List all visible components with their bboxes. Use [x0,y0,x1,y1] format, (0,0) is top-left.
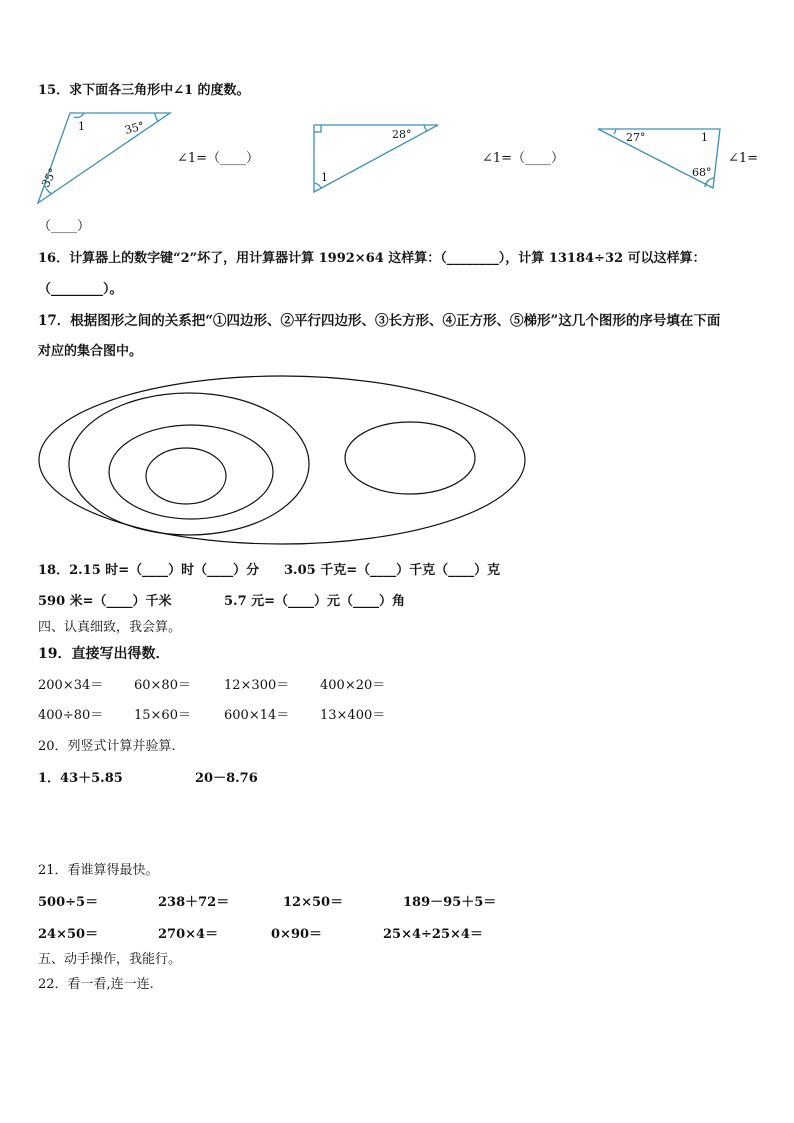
triangle-1 [38,113,170,203]
tri1-answer[interactable]: ∠1=（____） [177,151,260,166]
q15-heading: 15．求下面各三角形中∠1 的度数。 [38,83,250,98]
q21-r1-c4: 189－95＋5＝ [403,895,497,910]
q19-row1 [38,677,438,695]
q19-r2-c2: 15×60＝ [134,708,191,723]
tri1-angle-c: 35° [39,166,60,190]
q19-r2-c3: 600×14＝ [224,708,290,723]
tri3-answer[interactable]: ∠1= [728,151,759,166]
q19-r1-c4: 400×20＝ [320,678,386,693]
q18-line1-a[interactable]: 18．2.15 时=（____）时（____）分 [38,563,260,578]
q19-r2-c1: 400÷80＝ [38,708,104,723]
q16-line2[interactable]: （________）。 [38,282,123,297]
q21-r1-c2: 238＋72＝ [158,895,230,910]
q19-heading: 19．直接写出得数． [38,646,170,662]
q20-item-b: 20－8.76 [195,771,258,786]
q21-r2-c1: 24×50＝ [38,927,99,942]
triangle-2 [314,125,438,192]
q19-r1-c2: 60×80＝ [134,678,191,693]
q19-row2 [38,707,438,725]
section-4-heading: 四、认真细致，我会算。 [38,620,182,635]
set-diagram [39,376,525,544]
q19-r1-c1: 200×34＝ [38,678,104,693]
q22-heading: 22．看一看,连一连. [38,977,154,992]
tri2-answer[interactable]: ∠1=（____） [482,151,565,166]
section-5-heading: 五、动手操作，我能行。 [38,952,182,967]
tri3-angle-b: 1 [701,131,708,144]
tri3-angle-a: 27° [626,131,646,144]
q21-r1-c1: 500÷5＝ [38,895,99,910]
q18-line2-b[interactable]: 5.7 元=（____）元（____）角 [224,594,406,609]
q21-r2-c3: 0×90＝ [271,927,323,942]
tri3-angle-c: 68° [692,166,712,179]
q19-r1-c3: 12×300＝ [224,678,290,693]
q17-line2: 对应的集合图中。 [38,344,143,359]
tri1-angle-b: 35° [123,119,146,137]
tri1-angle-a: 1 [78,120,85,133]
tri2-angle-b: 1 [321,171,328,184]
q21-row1 [38,894,498,912]
q21-row2 [38,926,498,944]
tri2-angle-a: 28° [392,128,412,141]
q21-r2-c2: 270×4＝ [158,927,219,942]
q21-heading: 21．看谁算得最快。 [38,863,159,878]
tri3-answer-blank[interactable]: （____） [38,219,91,234]
q21-r1-c3: 12×50＝ [283,895,344,910]
q19-r2-c4: 13×400＝ [320,708,386,723]
q20-item-a: 1．43＋5.85 [38,771,123,786]
q16-line1: 16．计算器上的数字键“2”坏了，用计算器计算 1992×64 这样算：（________），计算 13184÷32 可以这样算： [38,251,706,266]
q17-line1: 17．根据图形之间的关系把“①四边形、②平行四边形、③长方形、④正方形、⑤梯形”这几个图形的序号填在下面 [38,313,721,329]
q18-line1-b[interactable]: 3.05 千克=（____）千克（____）克 [284,563,501,578]
q20-heading: 20．列竖式计算并验算. [38,739,176,754]
q18-line2-a[interactable]: 590 米=（____）千米 [38,594,172,609]
q21-r2-c4: 25×4÷25×4＝ [383,927,483,942]
